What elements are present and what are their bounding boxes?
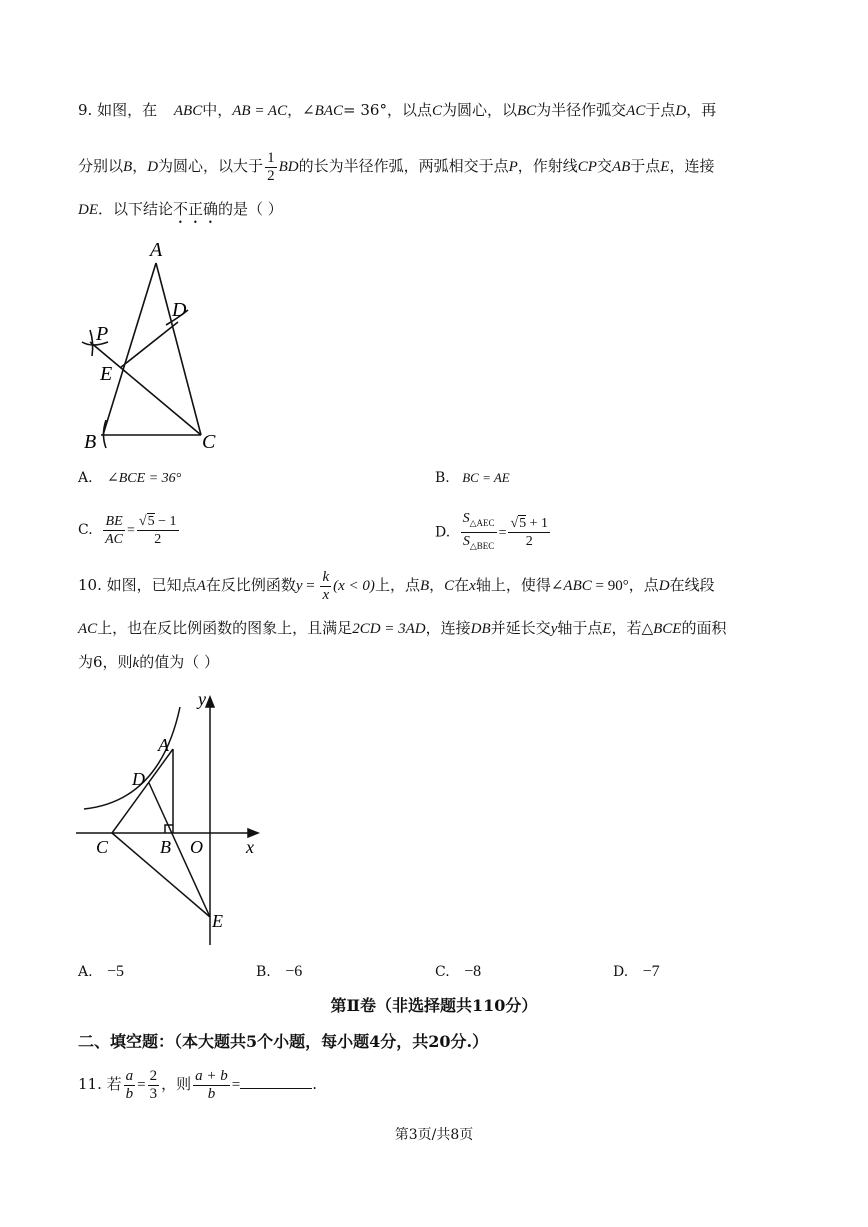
label-a: A (150, 239, 163, 261)
page-footer: 第3页/共8页 (394, 1127, 474, 1143)
q10-fraction-k-over-x: $\frac{k}{x}$ (322, 568, 330, 603)
label-e: E (100, 363, 113, 385)
q10-coordinate-figure (70, 685, 270, 955)
q10-line-2: AC上，也在反比例函数的图象上，且满足2CD = 3AD，连接DB并延长交y轴于点E，若△BCE的面积 (78, 619, 727, 637)
q10-line-1: 10. 如图，已知点A在反比例函数y = $\frac{k}{x}$ (x < 0)上，点B，C在x轴上，使得∠ABC = 90°，点D在线段 (78, 568, 715, 603)
q11-answer-blank[interactable] (240, 1074, 312, 1089)
x-axis-arrow (248, 829, 258, 837)
label-p: P (96, 323, 109, 345)
q9-fraction-half: $\frac{1}{2}$ (267, 149, 275, 184)
q9-option-d[interactable]: D. $\frac{S_{\triangle AEC}}{S_{\triangle BEC}}$ = $\frac{√5 + 1}{2}$ (435, 511, 549, 551)
label-c: C (96, 837, 109, 857)
q9-triangle-figure (70, 230, 230, 460)
label-d: D (172, 299, 187, 321)
y-axis-arrow (206, 697, 214, 707)
q10-line-3: 为6，则k的值为（ ） (78, 653, 219, 671)
q9-line-1: 9. 如图，在 ABC中，AB = AC，∠BAC= 36°，以点C为圆心，以BC为半径作弧交AC于点D，再 (78, 101, 717, 119)
section-2-title: 第Ⅱ卷（非选择题共110分） (330, 996, 538, 1015)
q9-option-b[interactable]: B. BC = AE (435, 470, 510, 486)
label-d: D (132, 769, 145, 789)
q9-line-3: DE．以下结论不正确的是（ ） (78, 200, 283, 218)
q9-number: 9. (78, 101, 93, 119)
segment-ca (112, 749, 173, 833)
label-x: x (246, 837, 254, 857)
segment-ac (156, 263, 201, 435)
q10-option-c[interactable]: C. −8 (435, 963, 482, 980)
segment-de (120, 322, 178, 368)
fill-in-heading: 二、填空题：（本大题共5个小题，每小题4分，共20分.） (78, 1032, 489, 1051)
q10-option-b[interactable]: B. −6 (256, 963, 303, 980)
label-e: E (212, 911, 223, 931)
emphasis-not-correct: 不正确 (173, 200, 219, 218)
q9-option-a[interactable]: A. ∠BCE = 36° (78, 470, 182, 486)
label-b: B (84, 431, 97, 453)
label-o: O (190, 837, 203, 857)
q10-number: 10. (78, 576, 102, 594)
label-y: y (198, 689, 206, 709)
q11-number: 11. (78, 1075, 102, 1093)
label-c: C (202, 431, 216, 453)
q11-line: 11. 若 $\frac{a}{b}$ = $\frac{2}{3}$ ，则 $\frac{a + b}{b}$ = . (78, 1067, 318, 1102)
segment-ab (103, 263, 156, 435)
q9-option-c[interactable]: C. $\frac{BE}{AC}$ = $\frac{√5 - 1}{2}$ (78, 513, 177, 547)
label-a: A (158, 735, 169, 755)
q9-line-2: 分别以B，D为圆心，以大于 $\frac{1}{2}$ BD的长为半径作弧，两弧相交于点P，作射线CP交AB于点E，连接 (78, 149, 715, 184)
q10-option-d[interactable]: D. −7 (613, 963, 660, 980)
q10-option-a[interactable]: A. −5 (78, 963, 125, 980)
label-b: B (160, 837, 171, 857)
